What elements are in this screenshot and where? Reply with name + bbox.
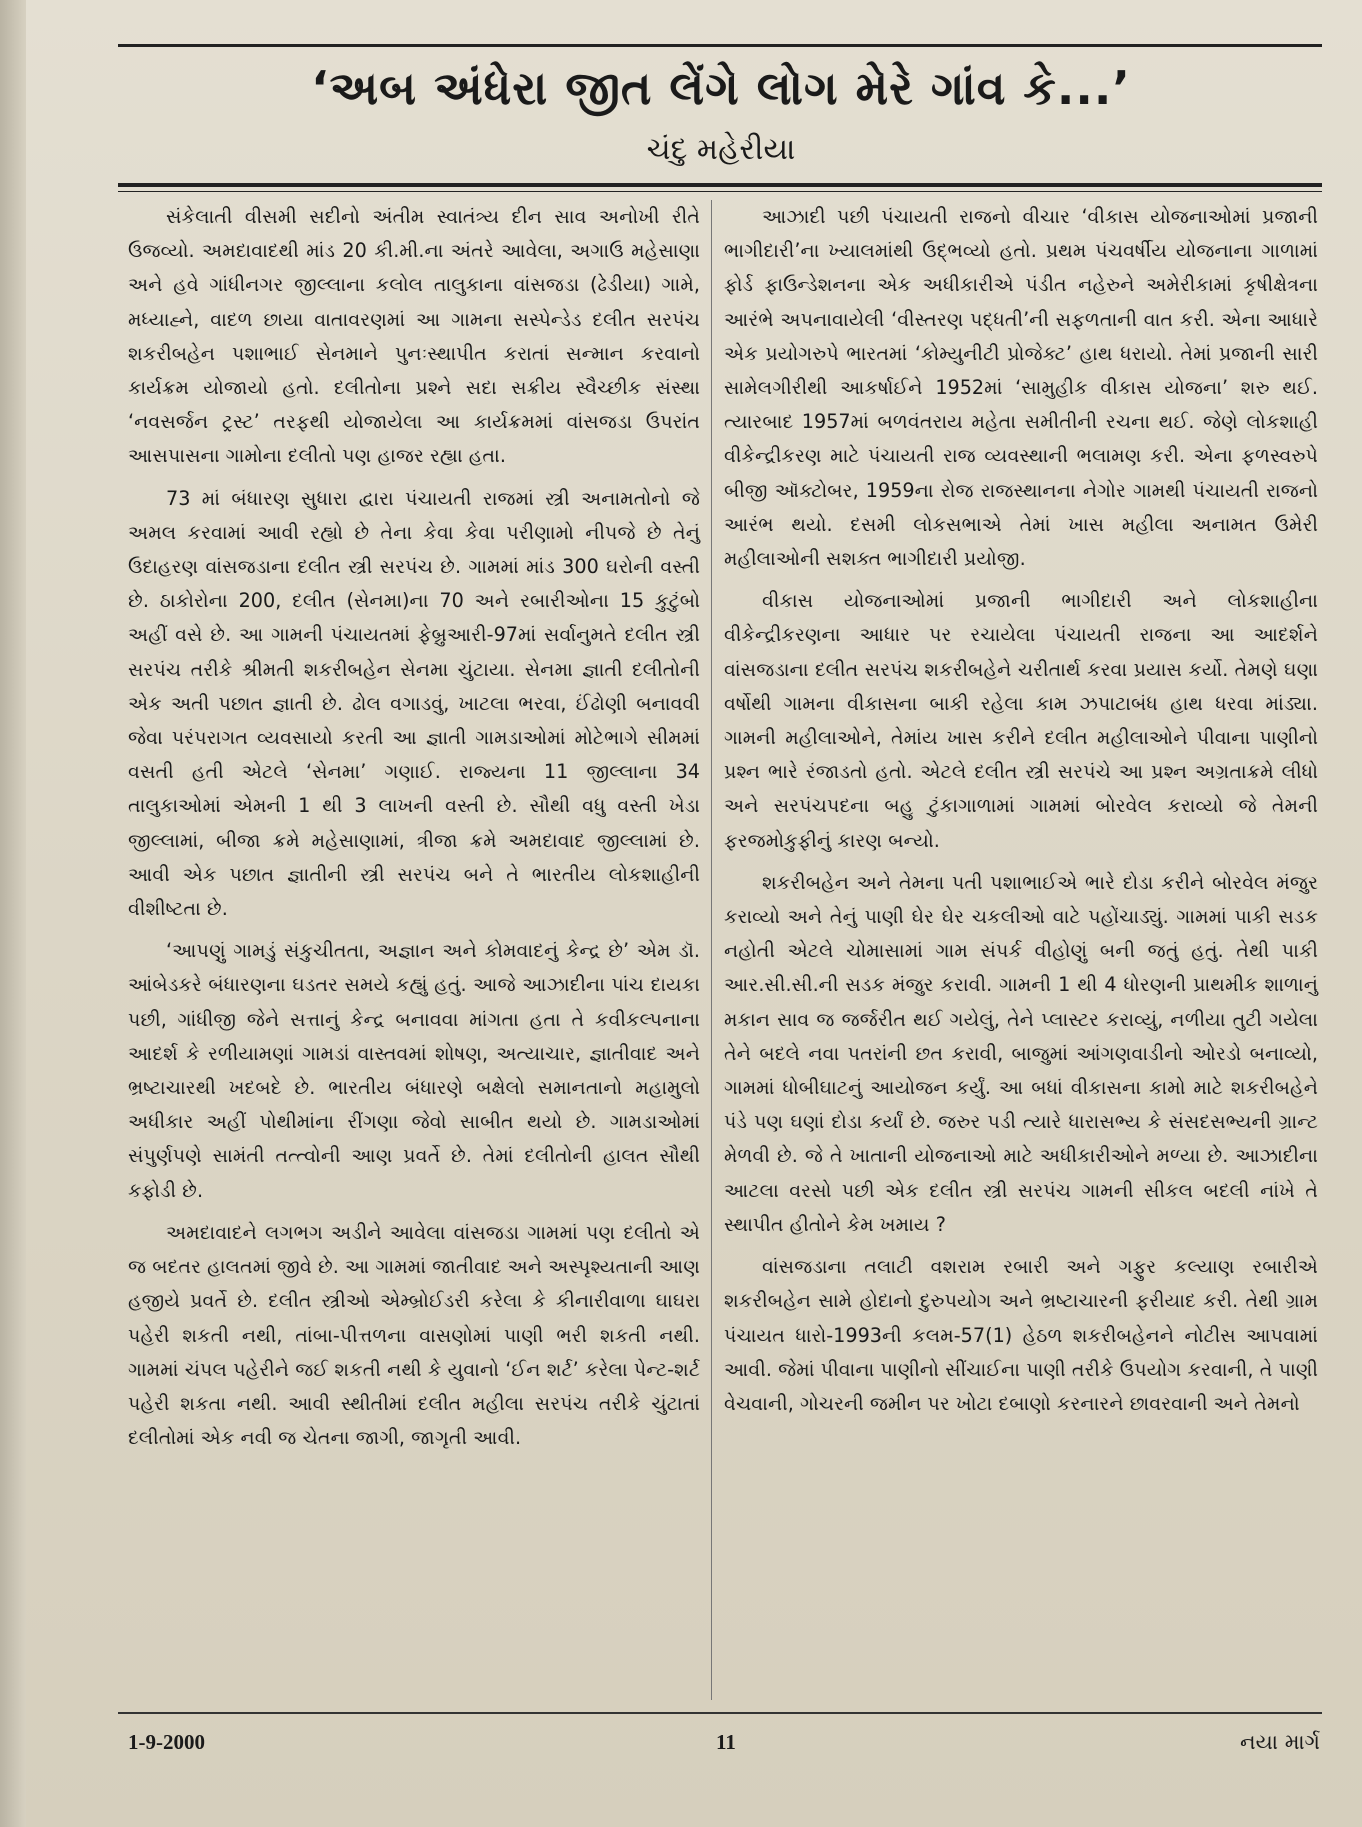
right-column	[724, 200, 1318, 1429]
paragraph: વીકાસ યોજનાઓમાં પ્રજાની ભાગીદારી અને લોકશાહીના વીકેન્દ્રીકરણના આધાર પર રચાયેલા પંચાયતી રાજના આ આદર્શને વાંસજડાના દલીત સરપંચ શકરીબહેને ચરીતાર્થ કરવા પ્રયાસ કર્યો. તેમણે ઘણા વર્ષોથી ગામના વીકાસના બાકી રહેલા કામ ઝપાટાબંધ હાથ ધરવા માંડ્યા. ગામની મહીલાઓને, તેમાંય ખાસ કરીને દલીત મહીલાઓને પીવાના પાણીનો પ્રશ્ન ભારે રંજાડતો હતો. એટલે દલીત સ્ત્રી સરપંચે આ પ્રશ્ન અગ્રતાક્રમે લીધો અને સરપંચપદના બહુ ટુંકાગાળામાં ગામમાં બોરવેલ કરાવ્યો જે તેમની ફરજમોકુફીનું કારણ બન્યો.	[724, 589, 1318, 852]
header-rule-thick	[118, 183, 1322, 187]
issue-date: 1-9-2000	[128, 1730, 205, 1754]
top-rule	[118, 44, 1322, 47]
paragraph: ‘આપણું ગામડું સંકુચીતતા, અજ્ઞાન અને કોમવાદનું કેન્દ્ર છે’ એમ ડૉ. આંબેડકરે બંધારણના ઘડતર સમયે કહ્યું હતું. આજે આઝાદીના પાંચ દાયકા પછી, ગાંધીજી જેને સત્તાનું કેન્દ્ર બનાવવા માંગતા હતા તે કવીકલ્પનાના આદર્શ કે રળીયામણાં ગામડાં વાસ્તવમાં શોષણ, અત્યાચાર, જ્ઞાતીવાદ અને ભ્રષ્ટાચારથી ખદબદે છે. ભારતીય બંધારણે બક્ષેલો સમાનતાનો મહામુલો અધીકાર અહીં પોથીમાંના રીંગણા જેવો સાબીત થયો છે. ગામડાઓમાં સંપુર્ણપણે સામંતી તત્ત્વોની આણ પ્રવર્તે છે. તેમાં દલીતોની હાલત સૌથી કફોડી છે.	[128, 939, 700, 1202]
torn-edge	[0, 0, 26, 1827]
page-number: 11	[716, 1730, 736, 1754]
left-column	[128, 200, 700, 1463]
paragraph: સંકેલાતી વીસમી સદીનો અંતીમ સ્વાતંત્ર્ય દીન સાવ અનોખી રીતે ઉજવ્યો. અમદાવાદથી માંડ 20 કી.મી.ના અંતરે આવેલા, અગાઉ મહેસાણા અને હવે ગાંધીનગર જીલ્લાના કલોલ તાલુકાના વાંસજડા (ઢેડીયા) ગામે, મધ્યાહ્ને, વાદળ છાયા વાતાવરણમાં આ ગામના સસ્પેન્ડેડ દલીત સરપંચ શકરીબહેન પશાભાઈ સેનમાને પુનઃસ્થાપીત કરાતાં સન્માન કરવાનો કાર્યક્રમ યોજાયો હતો. દલીતોના પ્રશ્ને સદા સક્રીય સ્વૈચ્છીક સંસ્થા ‘નવસર્જન ટ્રસ્ટ’ તરફથી યોજાયેલા આ કાર્યક્રમમાં વાંસજડા ઉપરાંત આસપાસના ગામોના દલીતો પણ હાજર રહ્યા હતા.	[128, 205, 700, 468]
footer-rule	[118, 1712, 1322, 1714]
column-divider	[711, 200, 712, 1700]
article-author: ચંદુ મહેરીયા	[646, 132, 796, 167]
header-rule-thin	[118, 191, 1322, 192]
magazine-name: નયા માર્ગ	[1240, 1730, 1320, 1754]
paragraph: આઝાદી પછી પંચાયતી રાજનો વીચાર ‘વીકાસ યોજનાઓમાં પ્રજાની ભાગીદારી’ના ખ્યાલમાંથી ઉદ્ભવ્યો હતો. પ્રથમ પંચવર્ષીય યોજનાના ગાળામાં ફોર્ડ ફાઉન્ડેશનના એક અધીકારીએ પંડીત નહેરુને અમેરીકામાં કૃષીક્ષેત્રના આરંભે અપનાવાયેલી ‘વીસ્તરણ પદ્ધતી’ની સફળતાની વાત કરી. એના આધારે એક પ્રયોગરુપે ભારતમાં ‘કોમ્યુનીટી પ્રોજેક્ટ’ હાથ ધરાયો. તેમાં પ્રજાની સારી સામેલગીરીથી આકર્ષાઈને 1952માં ‘સામુહીક વીકાસ યોજના’ શરુ થઈ. ત્યારબાદ 1957માં બળવંતરાય મહેતા સમીતીની રચના થઈ. જેણે લોકશાહી વીકેન્દ્રીકરણ માટે પંચાયતી રાજ વ્યવસ્થાની ભલામણ કરી. એના ફળસ્વરુપે બીજી ઑક્ટોબર, 1959ના રોજ રાજસ્થાનના નેગોર ગામથી પંચાયતી રાજનો આરંભ થયો. દસમી લોકસભાએ તેમાં ખાસ મહીલા અનામત ઉમેરી મહીલાઓની સશક્ત ભાગીદારી પ્રયોજી.	[724, 205, 1318, 571]
article-title: ‘અબ અંધેરા જીત લેંગે લોગ મેરે ગાંવ કે...’	[311, 61, 1131, 115]
paragraph: 73 માં બંધારણ સુધારા દ્વારા પંચાયતી રાજમાં સ્ત્રી અનામતોનો જે અમલ કરવામાં આવી રહ્યો છે તેના કેવા કેવા પરીણામો નીપજે છે તેનું ઉદાહરણ વાંસજડાના દલીત સ્ત્રી સરપંચ છે. ગામમાં માંડ 300 ઘરોની વસ્તી છે. ઠાકોરોના 200, દલીત (સેનમા)ના 70 અને રબારીઓના 15 કુટુંબો અહીં વસે છે. આ ગામની પંચાયતમાં ફેબ્રુઆરી-97માં સર્વાનુમતે દલીત સ્ત્રી સરપંચ તરીકે શ્રીમતી શકરીબહેન સેનમા ચુંટાયા. સેનમા જ્ઞાતી દલીતોની એક અતી પછાત જ્ઞાતી છે. ઢોલ વગાડવું, ખાટલા ભરવા, ઈંઢોણી બનાવવી જેવા પરંપરાગત વ્યવસાયો કરતી આ જ્ઞાતી ગામડાઓમાં મોટેભાગે સીમમાં વસતી હતી એટલે ‘સેનમા’ ગણાઈ. રાજ્યના 11 જીલ્લાના 34 તાલુકાઓમાં એમની 1 થી 3 લાખની વસ્તી છે. સૌથી વધુ વસ્તી ખેડા જીલ્લામાં, બીજા ક્રમે મહેસાણામાં, ત્રીજા ક્રમે અમદાવાદ જીલ્લામાં છે. આવી એક પછાત જ્ઞાતીની સ્ત્રી સરપંચ બને તે ભારતીય લોકશાહીની વીશીષ્ટતા છે.	[128, 486, 700, 921]
paragraph: વાંસજડાના તલાટી વશરામ રબારી અને ગફુર કલ્યાણ રબારીએ શકરીબહેન સામે હોદાનો દુરુપયોગ અને ભ્રષ્ટાચારની ફરીયાદ કરી. તેથી ગ્રામ પંચાયત ધારો-1993ની કલમ-57(1) હેઠળ શકરીબહેનને નોટીસ આપવામાં આવી. જેમાં પીવાના પાણીનો સીંચાઈના પાણી તરીકે ઉપયોગ કરવાની, તે પાણી વેચવાની, ગોચરની જમીન પર ખોટા દબાણો કરનારને છાવરવાની અને તેમનો	[724, 1255, 1318, 1415]
paragraph: અમદાવાદને લગભગ અડીને આવેલા વાંસજડા ગામમાં પણ દલીતો એ જ બદતર હાલતમાં જીવે છે. આ ગામમાં જાતીવાદ અને અસ્પૃશ્યતાની આણ હજીયે પ્રવર્તે છે. દલીત સ્ત્રીઓ એમ્બ્રોઈડરી કરેલા કે કીનારીવાળા ઘાઘરા પહેરી શકતી નથી, તાંબા-પીત્તળના વાસણોમાં પાણી ભરી શકતી નથી. ગામમાં ચંપલ પહેરીને જઈ શકતી નથી કે યુવાનો ‘ઈન શર્ટ’ કરેલા પેન્ટ-શર્ટ પહેરી શકતા નથી. આવી સ્થીતીમાં દલીત મહીલા સરપંચ તરીકે ચુંટાતાં દલીતોમાં એક નવી જ ચેતના જાગી, જાગૃતી આવી.	[128, 1220, 700, 1450]
page-footer	[0, 1724, 1362, 1764]
paragraph: શકરીબહેન અને તેમના પતી પશાભાઈએ ભારે દોડા કરીને બોરવેલ મંજુર કરાવ્યો અને તેનું પાણી ઘેર ઘેર ચકલીઓ વાટે પહોંચાડ્યું. ગામમાં પાકી સડક નહોતી એટલે ચોમાસામાં ગામ સંપર્ક વીહોણું બની જતું હતું. તેથી પાકી આર.સી.સી.ની સડક મંજુર કરાવી. ગામની 1 થી 4 ધોરણની પ્રાથમીક શાળાનું મકાન સાવ જ જર્જરીત થઈ ગયેલું, તેને પ્લાસ્ટર કરાવ્યું, નળીયા તુટી ગયેલા તેને બદલે નવા પતરાંની છત કરાવી, બાજુમાં આંગણવાડીનો ઓરડો બનાવ્યો, ગામમાં ધોબીઘાટનું આયોજન કર્યું. આ બધાં વીકાસના કામો માટે શકરીબહેને પંડે પણ ઘણાં દોડા કર્યાં છે. જરુર પડી ત્યારે ધારાસભ્ય કે સંસદસભ્યની ગ્રાન્ટ મેળવી છે. જે તે ખાતાની યોજનાઓ માટે અધીકારીઓને મળ્યા છે. આઝાદીના આટલા વરસો પછી એક દલીત સ્ત્રી સરપંચ ગામની સીકલ બદલી નાંખે તે સ્થાપીત હીતોને કેમ ખમાય ?	[724, 870, 1318, 1236]
